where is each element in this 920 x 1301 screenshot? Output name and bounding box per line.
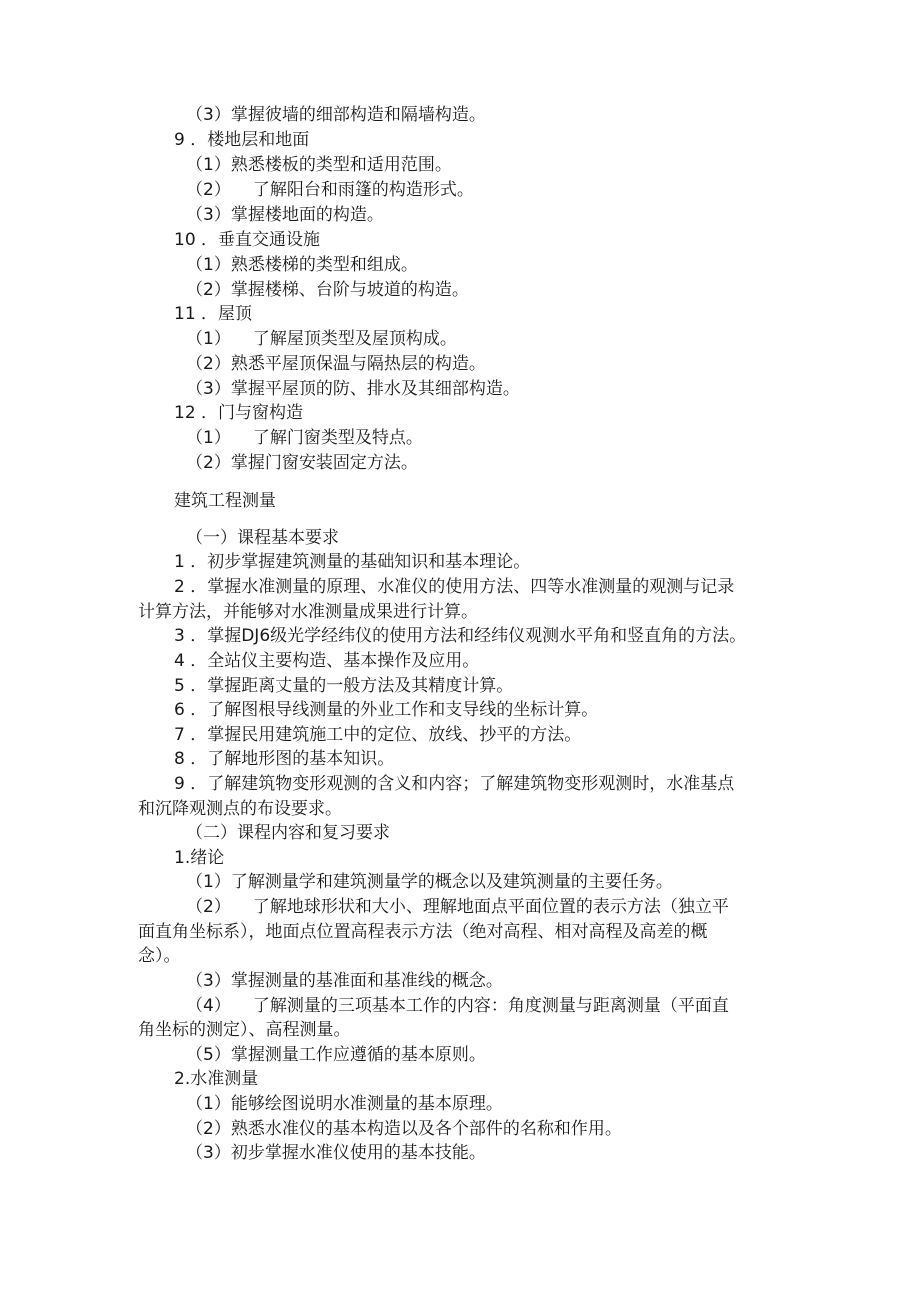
item-text: 了解阳台和雨篷的构造形式。 [252,180,474,200]
text-line: （5）掌握测量工作应遵循的基本原则。 [186,1045,486,1065]
item-text: 了解门窗类型及特点。 [252,428,423,448]
text-line [186,327,457,351]
text-line: 角坐标的测定）、高程测量。 [138,1020,351,1040]
text-line: 8 ．了解地形图的基本知识。 [174,749,395,769]
section-heading: 1.绪论 [174,848,225,868]
section-heading: 9 ．楼地层和地面 [174,130,310,150]
text-line: （3）掌握彼墙的细部构造和隔墙构造。 [186,105,486,125]
item-number: （2） [186,180,231,200]
text-line: 6 ．了解图根导线测量的外业工作和支导线的坐标计算。 [174,700,599,720]
text-line [186,895,729,919]
item-text: 了解地球形状和大小、理解地面点平面位置的表示方法（独立平 [252,897,729,917]
text-line: （3）掌握平屋顶的防、排水及其细部构造。 [186,379,520,399]
text-line: （3）掌握楼地面的构造。 [186,205,384,225]
text-line: 念）。 [138,946,181,966]
section-heading: （一）课程基本要求 [186,528,339,548]
text-line: （2）掌握门窗安装固定方法。 [186,453,418,473]
section-heading: （二）课程内容和复习要求 [186,823,390,843]
text-line: 计算方法，并能够对水准测量成果进行计算。 [138,602,478,622]
text-line [186,178,474,202]
text-line [186,994,729,1018]
text-line: （1）能够绘图说明水准测量的基本原理。 [186,1094,503,1114]
text-line: （2）熟悉平屋顶保温与隔热层的构造。 [186,354,486,374]
item-number: （2） [186,897,231,917]
text-line: 3 ．掌握DJ6级光学经纬仪的使用方法和经纬仪观测水平角和竖直角的方法。 [174,626,747,646]
text-line: 5 ．掌握距离丈量的一般方法及其精度计算。 [174,676,514,696]
text-line: 和沉降观测点的布设要求。 [138,799,342,819]
text-line: 9 ．了解建筑物变形观测的含义和内容；了解建筑物变形观测时，水准基点 [174,774,735,794]
text-line: （1）熟悉楼梯的类型和组成。 [186,255,418,275]
item-number: （1） [186,329,231,349]
section-heading: 12 ．门与窗构造 [174,403,304,423]
item-number: （4） [186,996,231,1016]
section-heading: 2.水准测量 [174,1069,259,1089]
text-line: （1）了解测量学和建筑测量学的概念以及建筑测量的主要任务。 [186,872,673,892]
text-line: （2）熟悉水准仪的基本构造以及各个部件的名称和作用。 [186,1119,622,1139]
text-line: 4 ．全站仪主要构造、基本操作及应用。 [174,651,480,671]
text-line: （2）掌握楼梯、台阶与坡道的构造。 [186,280,469,300]
text-line: 2 ．掌握水准测量的原理、水准仪的使用方法、四等水准测量的观测与记录 [174,577,735,597]
text-line: 1 ．初步掌握建筑测量的基础知识和基本理论。 [174,552,531,572]
course-title: 建筑工程测量 [174,491,276,511]
section-heading: 10 ．垂直交通设施 [174,230,321,250]
text-line: 面直角坐标系），地面点位置高程表示方法（绝对高程、相对高程及高差的概 [138,922,708,942]
text-line: （3）初步掌握水准仪使用的基本技能。 [186,1143,486,1163]
text-line: 7 ．掌握民用建筑施工中的定位、放线、抄平的方法。 [174,725,582,745]
section-heading: 11 ．屋顶 [174,304,253,324]
text-line: （3）掌握测量的基准面和基准线的概念。 [186,971,503,991]
text-line: （1）熟悉楼板的类型和适用范围。 [186,155,452,175]
item-number: （1） [186,428,231,448]
item-text: 了解屋顶类型及屋顶构成。 [252,329,457,349]
text-line [186,426,423,450]
item-text: 了解测量的三项基本工作的内容：角度测量与距离测量（平面直 [252,996,729,1016]
